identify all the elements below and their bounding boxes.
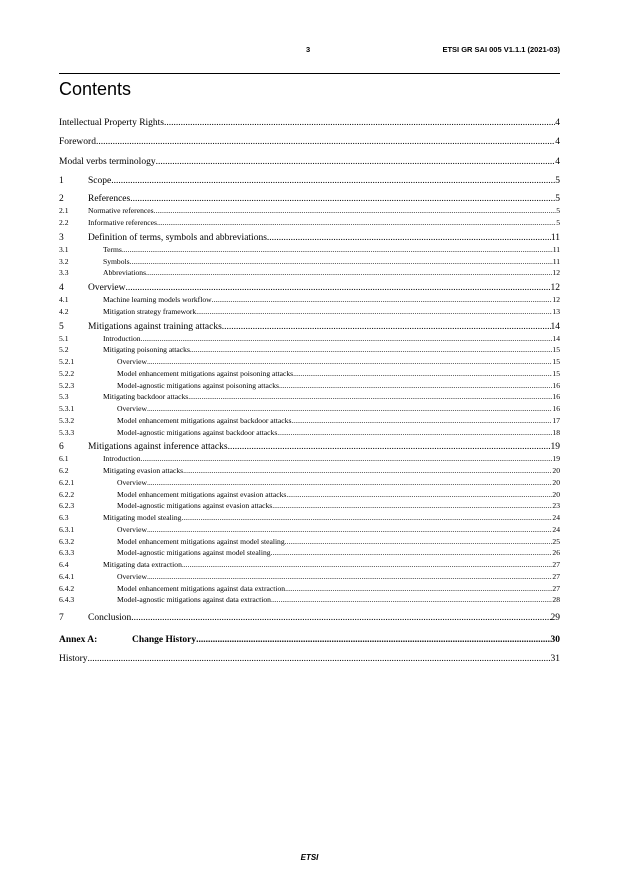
toc-entry-number: 5.3 [59, 392, 69, 402]
toc-entry-title: Mitigations against inference attacks [88, 442, 228, 453]
toc-entry-page: 23 [552, 501, 560, 511]
toc-entry-title: Normative references [88, 206, 154, 216]
toc-entry-page: 4 [555, 118, 560, 128]
dot-leader [182, 559, 553, 571]
dot-leader [147, 571, 552, 583]
toc-entry-clause-6[interactable] [59, 441, 560, 453]
toc-entry-title: History [59, 654, 88, 665]
dot-leader [154, 205, 557, 217]
toc-entry-title: Introduction [103, 333, 141, 343]
toc-entry-number: 4.2 [59, 306, 69, 316]
toc-entry-number: 6.2.3 [59, 501, 75, 511]
toc-entry-page: 11 [552, 256, 560, 266]
toc-entry-number: 4 [59, 283, 64, 294]
toc-entry-page: 13 [552, 306, 560, 316]
toc-entry-clause-2[interactable] [59, 193, 560, 205]
toc-entry-number: 5.2.2 [59, 368, 75, 378]
toc-entry-title: Scope [88, 175, 112, 186]
toc-entry-6-4-2[interactable] [59, 583, 560, 595]
toc-entry-5-2-3[interactable] [59, 380, 560, 392]
dot-leader [181, 512, 552, 524]
table-of-contents [59, 117, 560, 665]
dot-leader [130, 256, 553, 268]
toc-entry-page: 25 [552, 536, 560, 546]
toc-entry-page: 19 [552, 454, 560, 464]
toc-entry-title: Introduction [103, 454, 141, 464]
toc-entry-title: Model enhancement mitigations against evasion attacks [117, 489, 287, 499]
toc-entry-number: 6.3 [59, 513, 69, 523]
toc-entry-number: Annex A: [59, 635, 98, 646]
dot-leader [291, 415, 552, 427]
toc-entry-number: 5.2.1 [59, 357, 75, 367]
toc-entry-clause-7[interactable] [59, 612, 560, 624]
toc-entry-5-1[interactable] [59, 333, 560, 345]
toc-entry-page: 12 [552, 268, 560, 278]
toc-entry-foreword[interactable] [59, 136, 560, 148]
toc-entry-number: 5.3.1 [59, 404, 75, 414]
toc-entry-page: 20 [552, 477, 560, 487]
toc-entry-number: 6.4.3 [59, 595, 75, 605]
dot-leader [196, 306, 552, 318]
toc-entry-annex-a[interactable] [59, 634, 560, 646]
dot-leader [88, 653, 551, 665]
toc-entry-page: 19 [550, 442, 560, 453]
toc-entry-2-1[interactable] [59, 205, 560, 217]
toc-entry-6-4[interactable] [59, 559, 560, 571]
dot-leader [293, 368, 552, 380]
toc-entry-page: 26 [552, 548, 560, 558]
toc-entry-number: 3.2 [59, 256, 69, 266]
dot-leader [190, 344, 553, 356]
toc-entry-number: 6.2.2 [59, 489, 75, 499]
dot-leader [267, 232, 551, 244]
dot-leader [277, 427, 552, 439]
dot-leader [188, 391, 552, 403]
toc-entry-5-2-1[interactable] [59, 356, 560, 368]
toc-entry-6-3-2[interactable] [59, 536, 560, 548]
toc-entry-page: 30 [550, 635, 560, 646]
toc-entry-number: 5.2.3 [59, 380, 75, 390]
toc-entry-page: 16 [552, 380, 560, 390]
toc-entry-6-4-3[interactable] [59, 594, 560, 606]
toc-entry-clause-1[interactable] [59, 175, 560, 187]
toc-entry-title: Model-agnostic mitigations against model stealing [117, 548, 271, 558]
toc-entry-title: Informative references [88, 218, 157, 228]
toc-entry-title: Overview [117, 357, 147, 367]
header-rule [59, 73, 560, 74]
dot-leader [147, 403, 552, 415]
toc-entry-title: Model enhancement mitigations against data extraction [117, 583, 286, 593]
toc-entry-page: 16 [552, 404, 560, 414]
toc-entry-clause-3[interactable] [59, 232, 560, 244]
toc-entry-page: 31 [550, 654, 560, 665]
toc-entry-number: 5.2 [59, 345, 69, 355]
toc-entry-title: Overview [117, 477, 147, 487]
toc-entry-page: 12 [552, 295, 560, 305]
toc-entry-page: 4 [555, 156, 560, 167]
dot-leader [146, 267, 552, 279]
toc-entry-number: 2 [59, 194, 64, 205]
page-number: 3 [306, 45, 311, 54]
page-footer-etsi: ETSI [300, 853, 319, 862]
toc-entry-4-1[interactable] [59, 294, 560, 306]
toc-entry-intellectual-property-rights[interactable] [59, 117, 560, 129]
toc-entry-page: 14 [550, 321, 560, 332]
toc-entry-clause-5[interactable] [59, 321, 560, 333]
toc-entry-history[interactable] [59, 653, 560, 665]
toc-entry-title: Intellectual Property Rights [59, 118, 165, 128]
toc-entry-title: Overview [117, 404, 147, 414]
toc-entry-title: Terms [103, 244, 122, 254]
dot-leader [285, 583, 552, 595]
toc-entry-number: 5.3.3 [59, 427, 75, 437]
toc-entry-page: 5 [555, 194, 560, 205]
page-header [59, 45, 560, 57]
dot-leader [157, 217, 556, 229]
toc-entry-title: Mitigating model stealing [103, 513, 182, 523]
toc-entry-number: 5.1 [59, 333, 69, 343]
toc-entry-title: Mitigating evasion attacks [103, 466, 184, 476]
toc-entry-title: Foreword [59, 137, 96, 148]
toc-entry-title: Mitigating poisoning attacks [103, 345, 190, 355]
toc-entry-number: 3.1 [59, 244, 69, 254]
toc-entry-title: Abbreviations [103, 268, 147, 278]
toc-entry-page: 12 [550, 283, 560, 294]
dot-leader [141, 453, 553, 465]
toc-entry-page: 5 [555, 175, 560, 186]
toc-entry-6-2[interactable] [59, 465, 560, 477]
toc-entry-page: 28 [552, 595, 560, 605]
toc-entry-title: Modal verbs terminology [59, 156, 156, 167]
toc-entry-number: 4.1 [59, 295, 69, 305]
toc-entry-page: 27 [552, 571, 560, 581]
toc-entry-5-3[interactable] [59, 391, 560, 403]
toc-entry-6-2-1[interactable] [59, 477, 560, 489]
toc-entry-number: 6.4 [59, 560, 69, 570]
toc-entry-5-3-2[interactable] [59, 415, 560, 427]
toc-entry-page: 5 [556, 206, 560, 216]
toc-entry-page: 15 [552, 345, 560, 355]
toc-entry-3-3[interactable] [59, 267, 560, 279]
toc-entry-number: 6.2.1 [59, 477, 75, 487]
toc-entry-number: 3 [59, 232, 64, 243]
toc-entry-number: 6.3.3 [59, 548, 75, 558]
toc-entry-title: Model enhancement mitigations against backdoor attacks [117, 415, 292, 425]
toc-entry-page: 27 [552, 583, 560, 593]
dot-leader [279, 380, 552, 392]
toc-entry-number: 3.3 [59, 268, 69, 278]
toc-entry-title: Model-agnostic mitigations against backdoor attacks [117, 427, 278, 437]
toc-entry-6-2-3[interactable] [59, 500, 560, 512]
toc-entry-number: 6 [59, 442, 64, 453]
toc-entry-number: 2.2 [59, 218, 69, 228]
toc-entry-6-3-1[interactable] [59, 524, 560, 536]
toc-entry-page: 18 [552, 427, 560, 437]
dot-leader [147, 524, 552, 536]
toc-entry-modal-verbs[interactable] [59, 156, 560, 168]
toc-entry-5-3-1[interactable] [59, 403, 560, 415]
toc-entry-3-1[interactable] [59, 244, 560, 256]
toc-entry-page: 14 [552, 333, 560, 343]
toc-entry-title: Model enhancement mitigations against model stealing [117, 536, 285, 546]
toc-entry-clause-4[interactable] [59, 282, 560, 294]
toc-entry-number: 6.4.1 [59, 571, 75, 581]
toc-entry-page: 4 [555, 137, 560, 148]
toc-entry-page: 15 [552, 368, 560, 378]
document-reference: ETSI GR SAI 005 V1.1.1 (2021-03) [442, 45, 560, 54]
toc-entry-title: Model-agnostic mitigations against data extraction [117, 595, 271, 605]
toc-entry-page: 24 [552, 513, 560, 523]
toc-entry-number: 6.3.2 [59, 536, 75, 546]
toc-entry-number: 5 [59, 321, 64, 332]
toc-entry-3-2[interactable] [59, 256, 560, 268]
toc-entry-number: 5.3.2 [59, 415, 75, 425]
dot-leader [111, 175, 555, 187]
toc-entry-page: 24 [552, 524, 560, 534]
toc-entry-title: Mitigating data extraction [103, 560, 182, 570]
toc-entry-title: Machine learning models workflow [103, 295, 212, 305]
toc-entry-6-4-1[interactable] [59, 571, 560, 583]
toc-entry-5-2-2[interactable] [59, 368, 560, 380]
toc-entry-number: 6.2 [59, 466, 69, 476]
toc-entry-page: 17 [552, 415, 560, 425]
toc-entry-title: Change History [132, 635, 197, 646]
dot-leader [156, 156, 556, 168]
dot-leader [96, 136, 555, 148]
toc-entry-number: 6.3.1 [59, 524, 75, 534]
toc-entry-6-1[interactable] [59, 453, 560, 465]
dot-leader [164, 117, 555, 129]
toc-entry-page: 20 [552, 489, 560, 499]
toc-entry-title: Symbols [103, 256, 130, 266]
toc-entry-page: 11 [550, 232, 560, 243]
toc-entry-page: 11 [552, 244, 560, 254]
dot-leader [271, 547, 553, 559]
toc-entry-5-3-3[interactable] [59, 427, 560, 439]
toc-entry-title: Mitigating backdoor attacks [103, 392, 189, 402]
dot-leader [286, 489, 552, 501]
dot-leader [130, 193, 555, 205]
toc-entry-6-2-2[interactable] [59, 489, 560, 501]
toc-entry-title: Model enhancement mitigations against poisoning attacks [117, 368, 294, 378]
dot-leader [183, 465, 552, 477]
dot-leader [147, 477, 552, 489]
toc-entry-title: Overview [117, 571, 147, 581]
toc-entry-page: 27 [552, 560, 560, 570]
dot-leader [212, 294, 553, 306]
toc-entry-number: 2.1 [59, 206, 69, 216]
toc-entry-title: Mitigations against training attacks [88, 321, 222, 332]
dot-leader [122, 244, 553, 256]
toc-entry-page: 16 [552, 392, 560, 402]
dot-leader [196, 634, 550, 646]
toc-entry-number: 6.4.2 [59, 583, 75, 593]
toc-entry-title: Overview [117, 524, 147, 534]
contents-heading: Contents [59, 79, 132, 99]
toc-entry-number: 7 [59, 613, 64, 624]
dot-leader [222, 321, 551, 333]
dot-leader [285, 536, 553, 548]
toc-entry-page: 5 [556, 218, 560, 228]
toc-entry-title: Overview [88, 283, 126, 294]
toc-entry-title: Model-agnostic mitigations against poisoning attacks [117, 380, 279, 390]
toc-entry-title: Definition of terms, symbols and abbreviations [88, 232, 267, 243]
toc-entry-2-2[interactable] [59, 217, 560, 229]
toc-entry-4-2[interactable] [59, 306, 560, 318]
toc-entry-title: Model-agnostic mitigations against evasion attacks [117, 501, 273, 511]
dot-leader [141, 333, 553, 345]
dot-leader [131, 612, 550, 624]
toc-entry-6-3[interactable] [59, 512, 560, 524]
toc-entry-page: 15 [552, 357, 560, 367]
toc-entry-title: Conclusion [88, 613, 132, 624]
toc-entry-6-3-3[interactable] [59, 547, 560, 559]
toc-entry-page: 29 [550, 613, 560, 624]
dot-leader [272, 500, 552, 512]
toc-entry-5-2[interactable] [59, 344, 560, 356]
dot-leader [125, 282, 550, 294]
dot-leader [147, 356, 552, 368]
toc-entry-page: 20 [552, 466, 560, 476]
dot-leader [228, 441, 551, 453]
toc-entry-title: Mitigation strategy framework [103, 306, 197, 316]
toc-entry-number: 1 [59, 175, 64, 186]
toc-entry-number: 6.1 [59, 454, 69, 464]
toc-entry-title: References [88, 194, 131, 205]
dot-leader [271, 594, 552, 606]
